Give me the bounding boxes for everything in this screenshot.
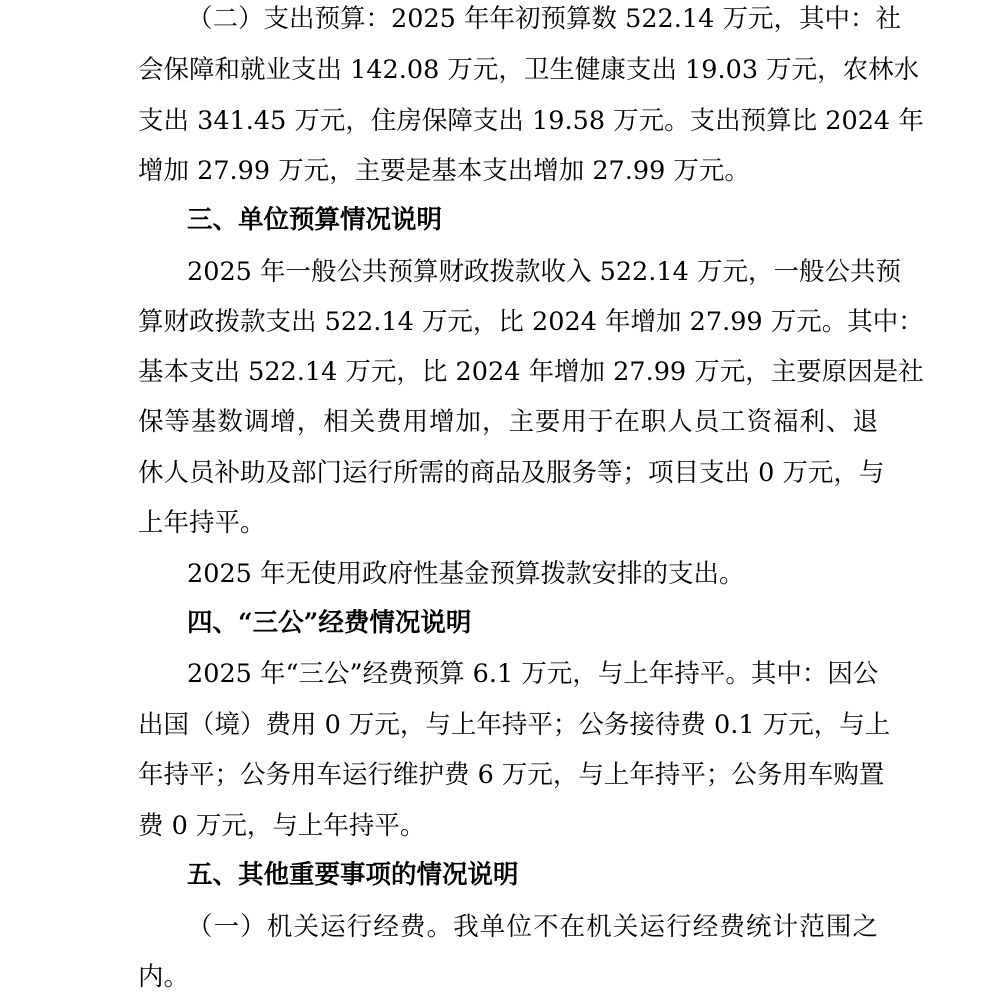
paragraph-operating-expenses-line-2: 内。: [138, 962, 190, 992]
paragraph-unit-budget-line-2: 算财政拨款支出 522.14 万元，比 2024 年增加 27.99 万元。其中：: [138, 307, 924, 337]
section-heading-other-matters: 五、其他重要事项的情况说明: [187, 860, 519, 890]
section-heading-three-public-expenses: 四、“三公”经费情况说明: [187, 608, 472, 638]
paragraph-three-public-line-1: 2025 年“三公”经费预算 6.1 万元，与上年持平。其中：因公: [187, 659, 879, 689]
paragraph-unit-budget-line-5: 休人员补助及部门运行所需的商品及服务等；项目支出 0 万元，与: [138, 458, 885, 488]
paragraph-unit-budget-line-6: 上年持平。: [138, 508, 266, 538]
paragraph-expenditure-budget-line-1: （二）支出预算：2025 年年初预算数 522.14 万元，其中：社: [187, 4, 901, 34]
paragraph-unit-budget-line-4: 保等基数调增，相关费用增加，主要用于在职人员工资福利、退: [138, 407, 878, 437]
paragraph-expenditure-budget-line-2: 会保障和就业支出 142.08 万元，卫生健康支出 19.03 万元，农林水: [138, 55, 920, 85]
paragraph-unit-budget-line-1: 2025 年一般公共预算财政拨款收入 522.14 万元，一般公共预: [187, 257, 901, 287]
paragraph-operating-expenses-line-1: （一）机关运行经费。我单位不在机关运行经费统计范围之: [187, 912, 878, 942]
paragraph-expenditure-budget-line-4: 增加 27.99 万元，主要是基本支出增加 27.99 万元。: [138, 156, 750, 186]
paragraph-three-public-line-2: 出国（境）费用 0 万元，与上年持平；公务接待费 0.1 万元，与上: [138, 710, 891, 740]
paragraph-government-fund: 2025 年无使用政府性基金预算拨款安排的支出。: [187, 559, 745, 589]
paragraph-three-public-line-4: 费 0 万元，与上年持平。: [138, 811, 426, 841]
paragraph-expenditure-budget-line-3: 支出 341.45 万元，住房保障支出 19.58 万元。支出预算比 2024 年: [138, 106, 924, 136]
paragraph-three-public-line-3: 年持平；公务用车运行维护费 6 万元，与上年持平；公务用车购置: [138, 760, 885, 790]
paragraph-unit-budget-line-3: 基本支出 522.14 万元，比 2024 年增加 27.99 万元，主要原因是社: [138, 357, 924, 387]
section-heading-unit-budget: 三、单位预算情况说明: [187, 205, 443, 235]
